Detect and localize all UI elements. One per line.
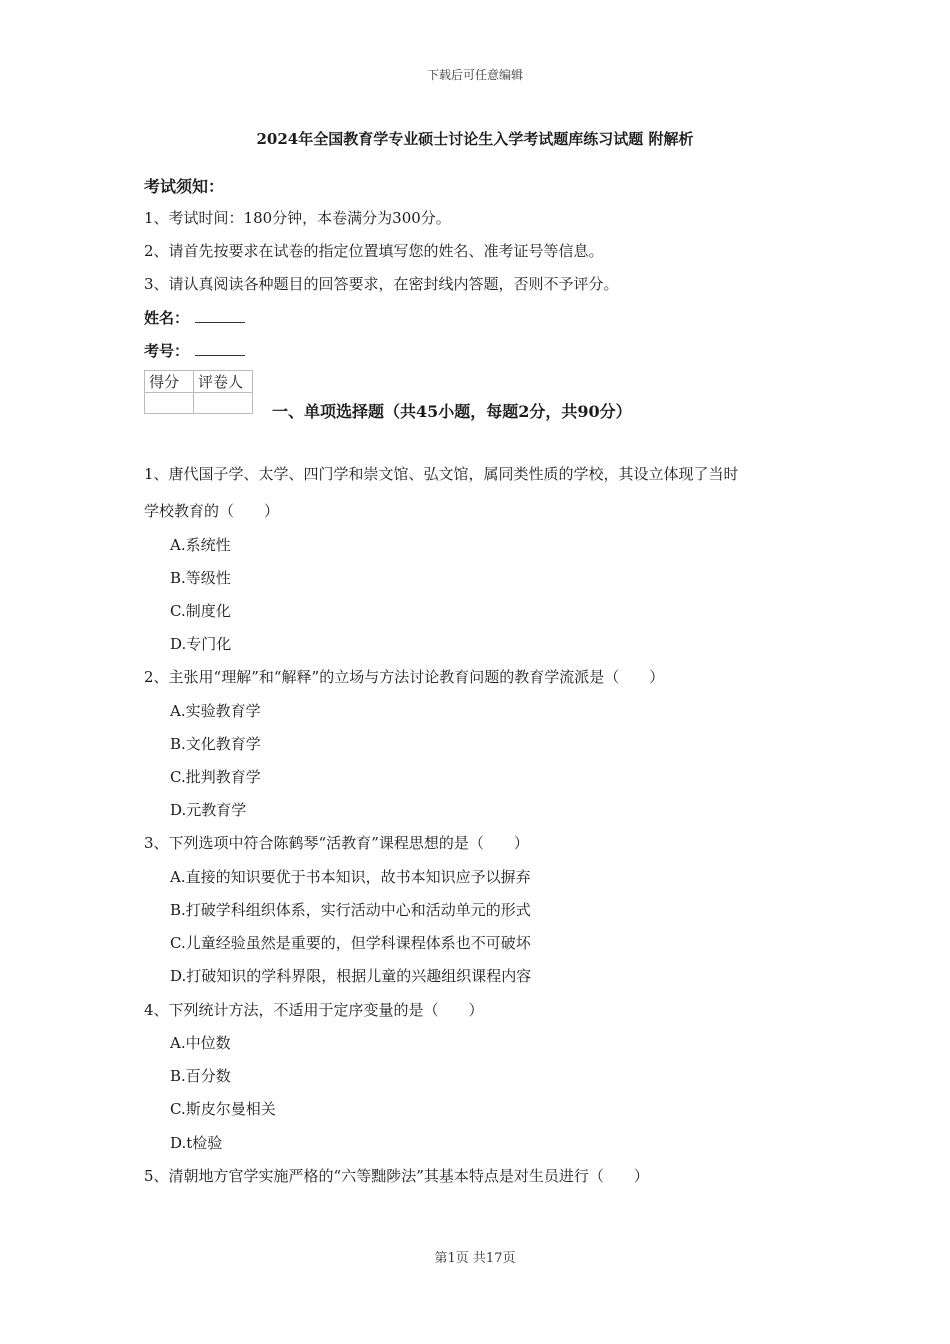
notice-heading: 考试须知： [144,177,225,196]
question-3-option-a: A.直接的知识要优于书本知识，故书本知识应予以摒弃 [170,868,531,886]
question-4-option-d: D.t检验 [170,1134,223,1152]
question-3-option-d: D.打破知识的学科界限，根据儿童的兴趣组织课程内容 [170,967,532,985]
question-1-option-d: D.专门化 [170,635,232,653]
score-header: 得分 [145,371,194,393]
section-title: 一、单项选择题（共45小题，每题2分，共90分） [272,402,632,421]
score-cell[interactable] [145,393,194,414]
id-blank[interactable] [195,341,245,356]
question-2-option-a: A.实验教育学 [170,702,261,720]
question-1-option-b: B.等级性 [170,569,231,587]
question-3-stem: 3、下列选项中符合陈鹤琴“活教育”课程思想的是（ ） [144,834,529,852]
id-label: 考号： [144,342,190,360]
question-4-option-a: A.中位数 [170,1034,231,1052]
question-1-stem: 1、唐代国子学、太学、四门学和崇文馆、弘文馆，属同类性质的学校，其设立体现了当时 [144,465,739,483]
question-2-option-d: D.元教育学 [170,801,247,819]
question-4-option-b: B.百分数 [170,1067,231,1085]
name-label: 姓名： [144,309,190,327]
question-2-stem: 2、主张用“理解”和“解释”的立场与方法讨论教育问题的教育学流派是（ ） [144,668,665,686]
grader-cell[interactable] [194,393,253,414]
question-1-option-a: A.系统性 [170,536,231,554]
question-5-stem: 5、清朝地方官学实施严格的“六等黜陟法”其基本特点是对生员进行（ ） [144,1167,649,1185]
question-4-option-c: C.斯皮尔曼相关 [170,1100,276,1118]
grader-header: 评卷人 [194,371,253,393]
score-table [144,370,253,414]
question-1-option-c: C.制度化 [170,602,231,620]
question-1-stem-cont: 学校教育的（ ） [144,502,280,520]
notice-item: 3、请认真阅读各种题目的回答要求，在密封线内答题，否则不予评分。 [144,275,619,293]
question-3-option-c: C.儿童经验虽然是重要的，但学科课程体系也不可破坏 [170,934,531,952]
question-4-stem: 4、下列统计方法，不适用于定序变量的是（ ） [144,1001,484,1019]
notice-item: 2、请首先按要求在试卷的指定位置填写您的姓名、准考证号等信息。 [144,242,604,260]
header-note: 下载后可任意编辑 [426,68,523,82]
page-footer: 第1页 共17页 [434,1251,516,1266]
name-blank[interactable] [195,308,245,323]
question-2-option-b: B.文化教育学 [170,735,261,753]
name-field [144,307,245,328]
question-3-option-b: B.打破学科组织体系，实行活动中心和活动单元的形式 [170,901,531,919]
notice-item: 1、考试时间：180分钟，本卷满分为300分。 [144,209,451,227]
id-field [144,340,245,361]
document-title: 2024年全国教育学专业硕士讨论生入学考试题库练习试题 附解析 [256,130,694,148]
question-2-option-c: C.批判教育学 [170,768,261,786]
